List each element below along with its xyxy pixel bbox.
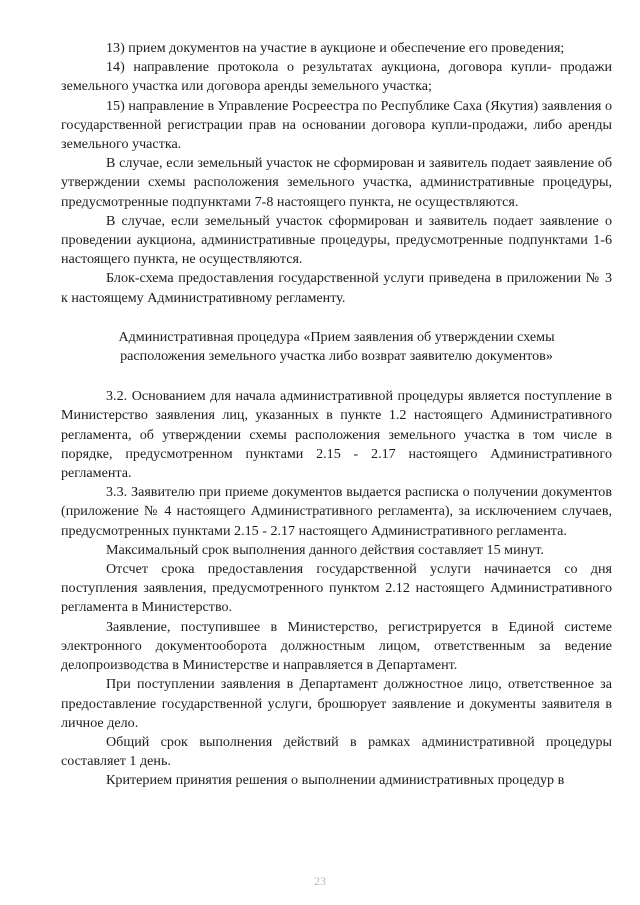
paragraph-department: При поступлении заявления в Департамент должностное лицо, ответственное за предоставление государственной услуги, брошюрует заявление и документы заявителя в личное дело. xyxy=(61,676,612,731)
paragraph-formed-plot: В случае, если земельный участок сформирован и заявитель подает заявление о проведении аукциона, административные процедуры, предусмотренные подпунктами 1-6 настоящего пункта, не осуществляются. xyxy=(61,212,612,268)
section-heading-line-1: Административная процедура «Прием заявления об утверждении схемы xyxy=(118,328,555,345)
section-heading-line-2: расположения земельного участка либо возврат заявителю документов» xyxy=(120,348,553,365)
paragraph-3-2: 3.2. Основанием для начала административной процедуры является поступление в Министерство заявления лиц, указанных в пункте 1.2 настоящего Административного регламента, об утверждении схемы расположения земельного участка в том числе в порядке, предусмотренном пунктами 2.15 - 2.17 настоящего Административного регламента. xyxy=(61,388,612,482)
paragraph-total-time: Общий срок выполнения действий в рамках административной процедуры составляет 1 день. xyxy=(61,733,612,770)
paragraph-3-3: 3.3. Заявителю при приеме документов выдается расписка о получении документов (приложение № 4 настоящего Административного регламента), за исключением случаев, предусмотренных пунктами 2.15 - 2.17 настоящего Административного регламента. xyxy=(61,484,612,539)
paragraph-max-time: Максимальный срок выполнения данного действия составляет 15 минут. xyxy=(106,541,544,558)
document-page xyxy=(61,39,612,791)
paragraph-term-start: Отсчет срока предоставления государственной услуги начинается со дня поступления заявления, предусмотренного пунктом 2.12 настоящего Административного регламента в Министерство. xyxy=(61,561,612,616)
paragraph-unformed-plot: В случае, если земельный участок не сформирован и заявитель подает заявление об утверждении схемы расположения земельного участка, административные процедуры, предусмотренные подпунктами 7-8 настоящего пункта, не осуществляются. xyxy=(61,155,612,210)
page-number: 23 xyxy=(314,874,326,888)
paragraph-item-13: 13) прием документов на участие в аукционе и обеспечение его проведения; xyxy=(106,40,565,56)
paragraph-item-15: 15) направление в Управление Росреестра по Республике Саха (Якутия) заявления о государственной регистрации прав на основании договора купли-продажи, либо аренды земельного участка. xyxy=(61,97,612,153)
paragraph-registration: Заявление, поступившее в Министерство, регистрируется в Единой системе электронного документооборота должностным лицом, ответственным за ведение делопроизводства в Министерстве и направляется в Департамент. xyxy=(61,618,612,674)
paragraph-item-14: 14) направление протокола о результатах аукциона, договора купли- продажи земельного участка или договора аренды земельного участка; xyxy=(61,59,612,95)
paragraph-block-scheme: Блок-схема предоставления государственной услуги приведена в приложении № 3 к настоящему Административному регламенту. xyxy=(61,270,612,306)
paragraph-criterion: Критерием принятия решения о выполнении административных процедур в xyxy=(106,772,565,789)
section-heading xyxy=(61,328,612,366)
